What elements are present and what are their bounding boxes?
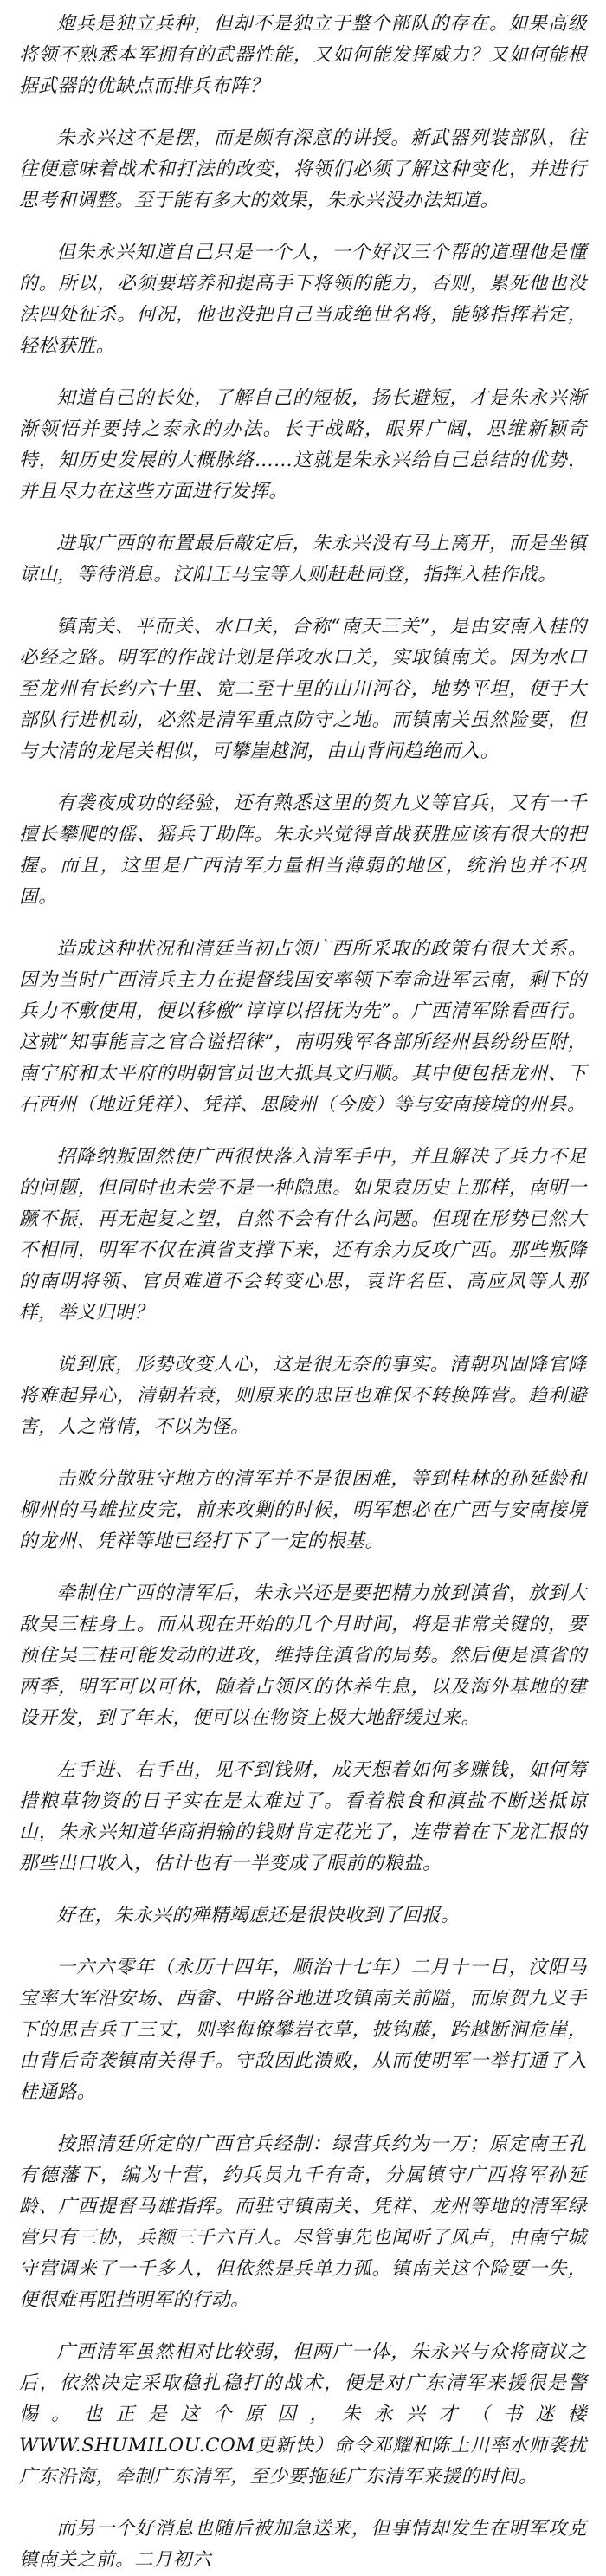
paragraph: 说到底，形势改变人心，这是很无奈的事实。清朝巩固降官降将难起异心，清朝若衰，则原来的忠臣也难保不转换阵营。趋利避害，人之常情，不以为怪。 [19, 1354, 587, 1438]
paragraph: 镇南关、平而关、水口关，合称“南天三关”，是由安南入桂的必经之路。明军的作战计划是佯攻水口关，实取镇南关。因为水口至龙州有长约六十里、宽二至十里的山川河谷，地势平坦，便于大部队行进机动，必然是清军重点防守之地。而镇南关虽然险要，但与大清的龙尾关相似，可攀崖越涧，由山背间趋绝而入。 [19, 616, 587, 762]
paragraph: 左手进、右手出，见不到钱财，成天想着如何多赚钱，如何筹措粮草物资的日子实在是太难过了。看着粮食和滇盐不断送抵谅山，朱永兴知道华商捐输的钱财肯定花光了，连带着在下龙汇报的那些出口收入，估计也有一半变成了眼前的粮盐。 [19, 1759, 587, 1874]
paragraph: 朱永兴这不是摆，而是颇有深意的讲授。新武器列装部队，往往便意味着战术和打法的改变，将领们必须了解这种变化，并进行思考和调整。至于能有多大的效果，朱永兴没办法知道。 [19, 127, 587, 211]
paragraph: 知道自己的长处，了解自己的短板，扬长避短，才是朱永兴渐渐领悟并要持之泰永的办法。长于战略，眼界广阔，思维新颖奇特，知历史发展的大概脉络……这就是朱永兴给自己总结的优势，并且尽力在这些方面进行发挥。 [19, 387, 587, 502]
paragraph: 按照清廷所定的广西官兵经制：绿营兵约为一万；原定南王孔有德藩下，编为十营，约兵员九千有奇，分属镇守广西将军孙延龄、广西提督马雄指挥。而驻守镇南关、凭祥、龙州等地的清军绿营只有三协，兵额三千六百人。尽管事先也闻听了风声，由南宁城守营调来了一千多人，但依然是兵单力孤。镇南关这个险要一失，便很难再阻挡明军的行动。 [19, 2133, 587, 2311]
paragraph: 击败分散驻守地方的清军并不是很困难，等到桂林的孙延龄和柳州的马雄拉皮完，前来攻剿的时候，明军想必在广西与安南接境的龙州、凭祥等地已经打下了一定的根基。 [19, 1468, 587, 1552]
paragraph: 一六六零年（永历十四年，顺治十七年）二月十一日，汶阳马宝率大军沿安场、西畲、中路谷地进攻镇南关前隘，而原贺九义手下的思吉兵丁三丈，则率侮僚攀岩衣草，披钩藤，跨越断涧危崖，由背后奇袭镇南关得手。守敌因此溃败，从而使明军一举打通了入桂通路。 [19, 1957, 587, 2103]
paragraph: 进取广西的布置最后敲定后，朱永兴没有马上离开，而是坐镇谅山，等待消息。汶阳王马宝等人则赶赴同登，指挥入桂作战。 [19, 533, 587, 586]
paragraph: 有袭夜成功的经验，还有熟悉这里的贺九义等官兵，又有一千擅长攀爬的傜、猺兵丁助阵。朱永兴觉得首战获胜应该有很大的把握。而且，这里是广西清军力量相当薄弱的地区，统治也并不巩固。 [19, 793, 587, 908]
paragraph: 好在，朱永兴的殚精竭虑还是很快收到了回报。 [56, 1905, 461, 1926]
paragraph: 造成这种状况和清廷当初占领广西所采取的政策有很大关系。因为当时广西清兵主力在提督线国安率领下奉命进军云南，剩下的兵力不敷使用，便以移檄“谆谆以招抚为先”。广西清军除看西行。这就“知事能言之官合谥招徕”，南明残军各部所经州县纷纷臣附，南宁府和太平府的明朝官员也大抵具文归顺。其中便包括龙州、下石西州（地近凭祥）、凭祥、思陵州（今废）等与安南接境的州县。 [19, 938, 587, 1116]
paragraph: 广西清军虽然相对比较弱，但两广一体，朱永兴与众将商议之后，依然决定采取稳扎稳打的战术，便是对广东清军来援很是警惕。也正是这个原因，朱永兴才（书迷楼WWW.SHUMILOU.COM更新快）命令邓耀和陈上川率水师袭扰广东沿海，牵制广东清军，至少要拖延广东清军来援的时间。 [19, 2341, 587, 2488]
paragraph: 招降纳叛固然使广西很快落入清军手中，并且解决了兵力不足的问题，但同时也未尝不是一种隐患。如果袁历史上那样，南明一蹶不振，再无起复之望，自然不会有什么问题。但现在形势已然大不相同，明军不仅在滇省支撑下来，还有余力反攻广西。那些叛降的南明将领、官员难道不会转变心思，袁许名臣、高应凤等人那样，举义归明？ [19, 1146, 587, 1324]
paragraph: 而另一个好消息也随后被加急送来，但事情却发生在明军攻克镇南关之前。二月初六 [19, 2518, 587, 2571]
paragraph: 但朱永兴知道自己只是一个人，一个好汉三个帮的道理他是懂的。所以，必须要培养和提高手下将领的能力，否则，累死他也没法四处征杀。何况，他也没把自己当成绝世名将，能够指挥若定，轻松获胜。 [19, 242, 587, 357]
paragraph: 炮兵是独立兵种，但却不是独立于整个部队的存在。如果高级将领不熟悉本军拥有的武器性能，又如何能发挥威力？又如何能根据武器的优缺点而排兵布阵？ [19, 13, 587, 97]
paragraph: 牵制住广西的清军后，朱永兴还是要把精力放到滇省，放到大敌吴三桂身上。而从现在开始的几个月时间，将是非常关键的，要预住吴三桂可能发动的进攻，维持住滇省的局势。然后便是滇省的两季，明军可以可休，随着占领区的休养生息，以及海外基地的建设开发，到了年末，便可以在物资上极大地舒缓过来。 [19, 1582, 587, 1729]
